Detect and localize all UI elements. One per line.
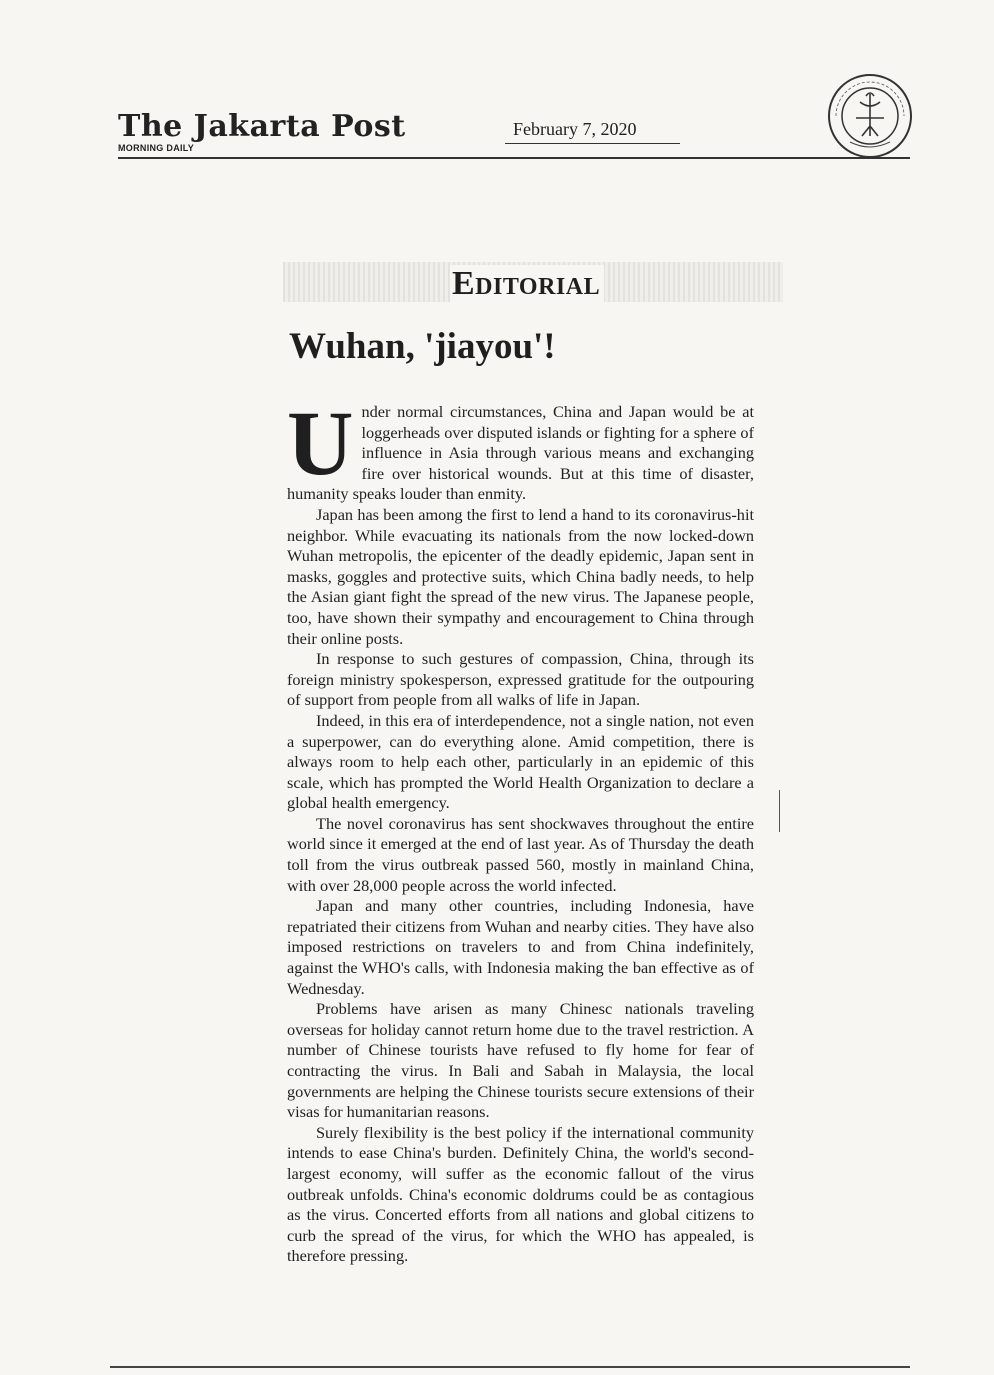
bottom-rule	[110, 1366, 910, 1368]
article-paragraph: Indeed, in this era of interdependence, not a single nation, not even a superpower, can do everything alone. Amid competition, there is always room to help each other, particularly in an epidemic of this scale, which has prompted the World Health Organization to declare a global health emergency.	[287, 710, 754, 813]
article-paragraph-text: nder normal circumstances, China and Japan would be at loggerheads over disputed islands or fighting for a sphere of influence in Asia through various means and exchanging fire over historical wounds. But at this time of disaster, humanity speaks louder than enmity.	[287, 402, 754, 504]
publication-date: February 7, 2020	[505, 119, 680, 144]
editorial-article	[287, 392, 754, 1267]
newspaper-name: The Jakarta Post	[118, 109, 406, 144]
article-paragraph: In response to such gestures of compassion, China, through its foreign ministry spokesperson, expressed gratitude for the outpouring of support from people from all walks of life in Japan.	[287, 649, 754, 710]
margin-mark	[779, 790, 780, 832]
article-paragraph: Surely flexibility is the best policy if the international community intends to ease China's burden. Definitely China, the world's second-largest economy, will suffer as the economic fallout of the virus outbreak unfolds. China's economic doldrums could be as contagious as the virus. Concerted efforts from all nations and global citizens to curb the spread of the virus, for which the WHO has appealed, is therefore pressing.	[287, 1122, 754, 1266]
drop-cap: U	[287, 392, 354, 494]
masthead	[118, 109, 406, 153]
header-rule	[118, 157, 910, 159]
headline: Wuhan, 'jiayou'!	[289, 326, 556, 367]
csis-library-seal-icon	[826, 72, 914, 160]
section-title: Editorial	[450, 265, 604, 303]
newspaper-subtitle: MORNING DAILY	[118, 143, 195, 153]
article-paragraph: Japan and many other countries, including Indonesia, have repatriated their citizens from Wuhan and nearby cities. They have also imposed restrictions on travelers to and from China indefinitely, against the WHO's calls, with Indonesia making the ban effective as of Wednesday.	[287, 896, 754, 998]
article-paragraph: The novel coronavirus has sent shockwaves throughout the entire world since it emerged at the end of last year. As of Thursday the death toll from the virus outbreak passed 560, mostly in mainland China, with over 28,000 people across the world infected.	[287, 813, 754, 895]
article-paragraph: Japan has been among the first to lend a hand to its coronavirus-hit neighbor. While evacuating its nationals from the now locked-down Wuhan metropolis, the epicenter of the deadly epidemic, Japan sent in masks, goggles and protective suits, which China badly needs, to help the Asian giant fight the spread of the new virus. The Japanese people, too, have shown their sympathy and encouragement to China through their online posts.	[287, 504, 754, 648]
article-paragraph: Problems have arisen as many Chinesc nationals traveling overseas for holiday cannot return home due to the travel restriction. A number of Chinese tourists have refused to fly home for fear of contracting the virus. In Bali and Sabah in Malaysia, the local governments are helping the Chinese tourists secure extensions of their visas for humanitarian reasons.	[287, 999, 754, 1122]
article-paragraph	[287, 392, 754, 505]
